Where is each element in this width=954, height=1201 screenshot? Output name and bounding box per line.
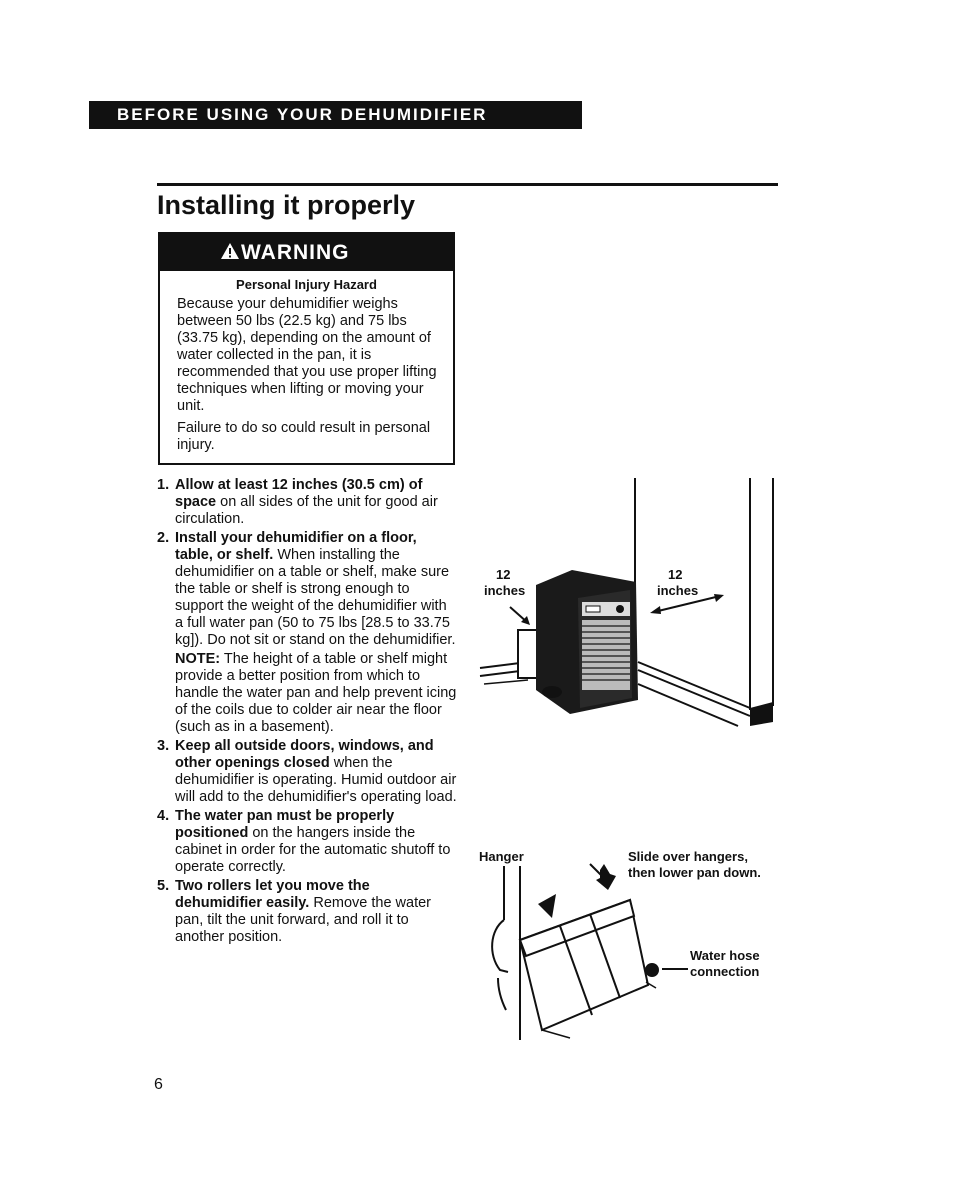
step-heading: Install your dehumidifier on a floor, table, or shelf. [175, 530, 417, 563]
slide-over-hangers-label [628, 849, 761, 881]
warning-box [158, 232, 455, 465]
warning-text [177, 296, 445, 459]
step-heading: The water pan must be properly positioned [175, 808, 395, 841]
warning-paragraph: Because your dehumidifier weighs between 50 lbs (22.5 kg) and 75 lbs (33.75 kg), depending on the amount of water collected in the pan, it is recommended that you use proper lifting techniques when lifting or moving your unit. [177, 296, 437, 414]
step-number: 1. [157, 477, 170, 493]
step-note [175, 651, 457, 736]
slide-label-line-2: then lower pan down. [628, 865, 761, 880]
step-number: 2. [157, 530, 170, 546]
leader-line [662, 967, 688, 971]
warning-header [160, 234, 453, 271]
right-clearance-unit: inches [657, 583, 699, 598]
note-text: The height of a table or shelf might provide a better position from which to handle the water pan and help prevent icing of the coils due to colder air near the floor (such as in a basement). [175, 651, 457, 735]
section-banner [89, 101, 582, 129]
note-label: NOTE: [175, 651, 221, 667]
step-number: 3. [157, 738, 170, 754]
warning-paragraph: Failure to do so could result in personal injury. [177, 420, 431, 453]
page-title: Installing it properly [157, 190, 416, 220]
water-pan-illustration [480, 860, 670, 1045]
right-clearance-value: 12 [668, 567, 683, 582]
step-heading: Two rollers let you move the dehumidifier easily. [175, 878, 370, 911]
arrow-icon [648, 592, 728, 616]
step-text: on all sides of the unit for good air circulation. [175, 494, 438, 527]
step-item [157, 738, 457, 806]
step-heading: Allow at least 12 inches (30.5 cm) of space [175, 477, 423, 510]
hose-label-line-2: connection [690, 964, 760, 979]
hanger-label: Hanger [479, 849, 524, 864]
warning-triangle-icon [220, 242, 240, 260]
warning-subtitle: Personal Injury Hazard [236, 277, 377, 292]
left-clearance-label [484, 567, 526, 599]
left-clearance-unit: inches [484, 583, 526, 598]
step-number: 5. [157, 878, 170, 894]
hose-label-line-1: Water hose [690, 948, 760, 963]
step-text: on the hangers inside the cabinet in order for the automatic shutoff to operate correctly. [175, 825, 451, 875]
step-item [157, 477, 457, 528]
left-clearance-value: 12 [496, 567, 511, 582]
section-banner-text: BEFORE USING YOUR DEHUMIDIFIER [117, 105, 488, 124]
step-text: Remove the water pan, tilt the unit forward, and roll it to another position. [175, 895, 432, 945]
page-number: 6 [154, 1076, 163, 1093]
step-item [157, 808, 457, 876]
title-rule [157, 183, 778, 186]
arrow-icon [508, 605, 532, 627]
step-text: When installing the dehumidifier on a table or shelf, make sure the table or shelf is strong enough to support the weight of the dehumidifier with a full water pan (50 to 75 lbs [28.5 to 33.75 kg]). Do not sit or stand on the dehumidifier. [175, 547, 456, 648]
step-item [157, 530, 457, 736]
water-hose-label [690, 948, 760, 980]
step-heading: Keep all outside doors, windows, and other openings closed [175, 738, 434, 771]
installation-steps [157, 477, 457, 948]
step-text: when the dehumidifier is operating. Humid outdoor air will add to the dehumidifier's operating load. [175, 755, 457, 805]
warning-header-text: WARNING [241, 241, 350, 264]
step-number: 4. [157, 808, 170, 824]
step-item [157, 878, 457, 946]
slide-label-line-1: Slide over hangers, [628, 849, 748, 864]
